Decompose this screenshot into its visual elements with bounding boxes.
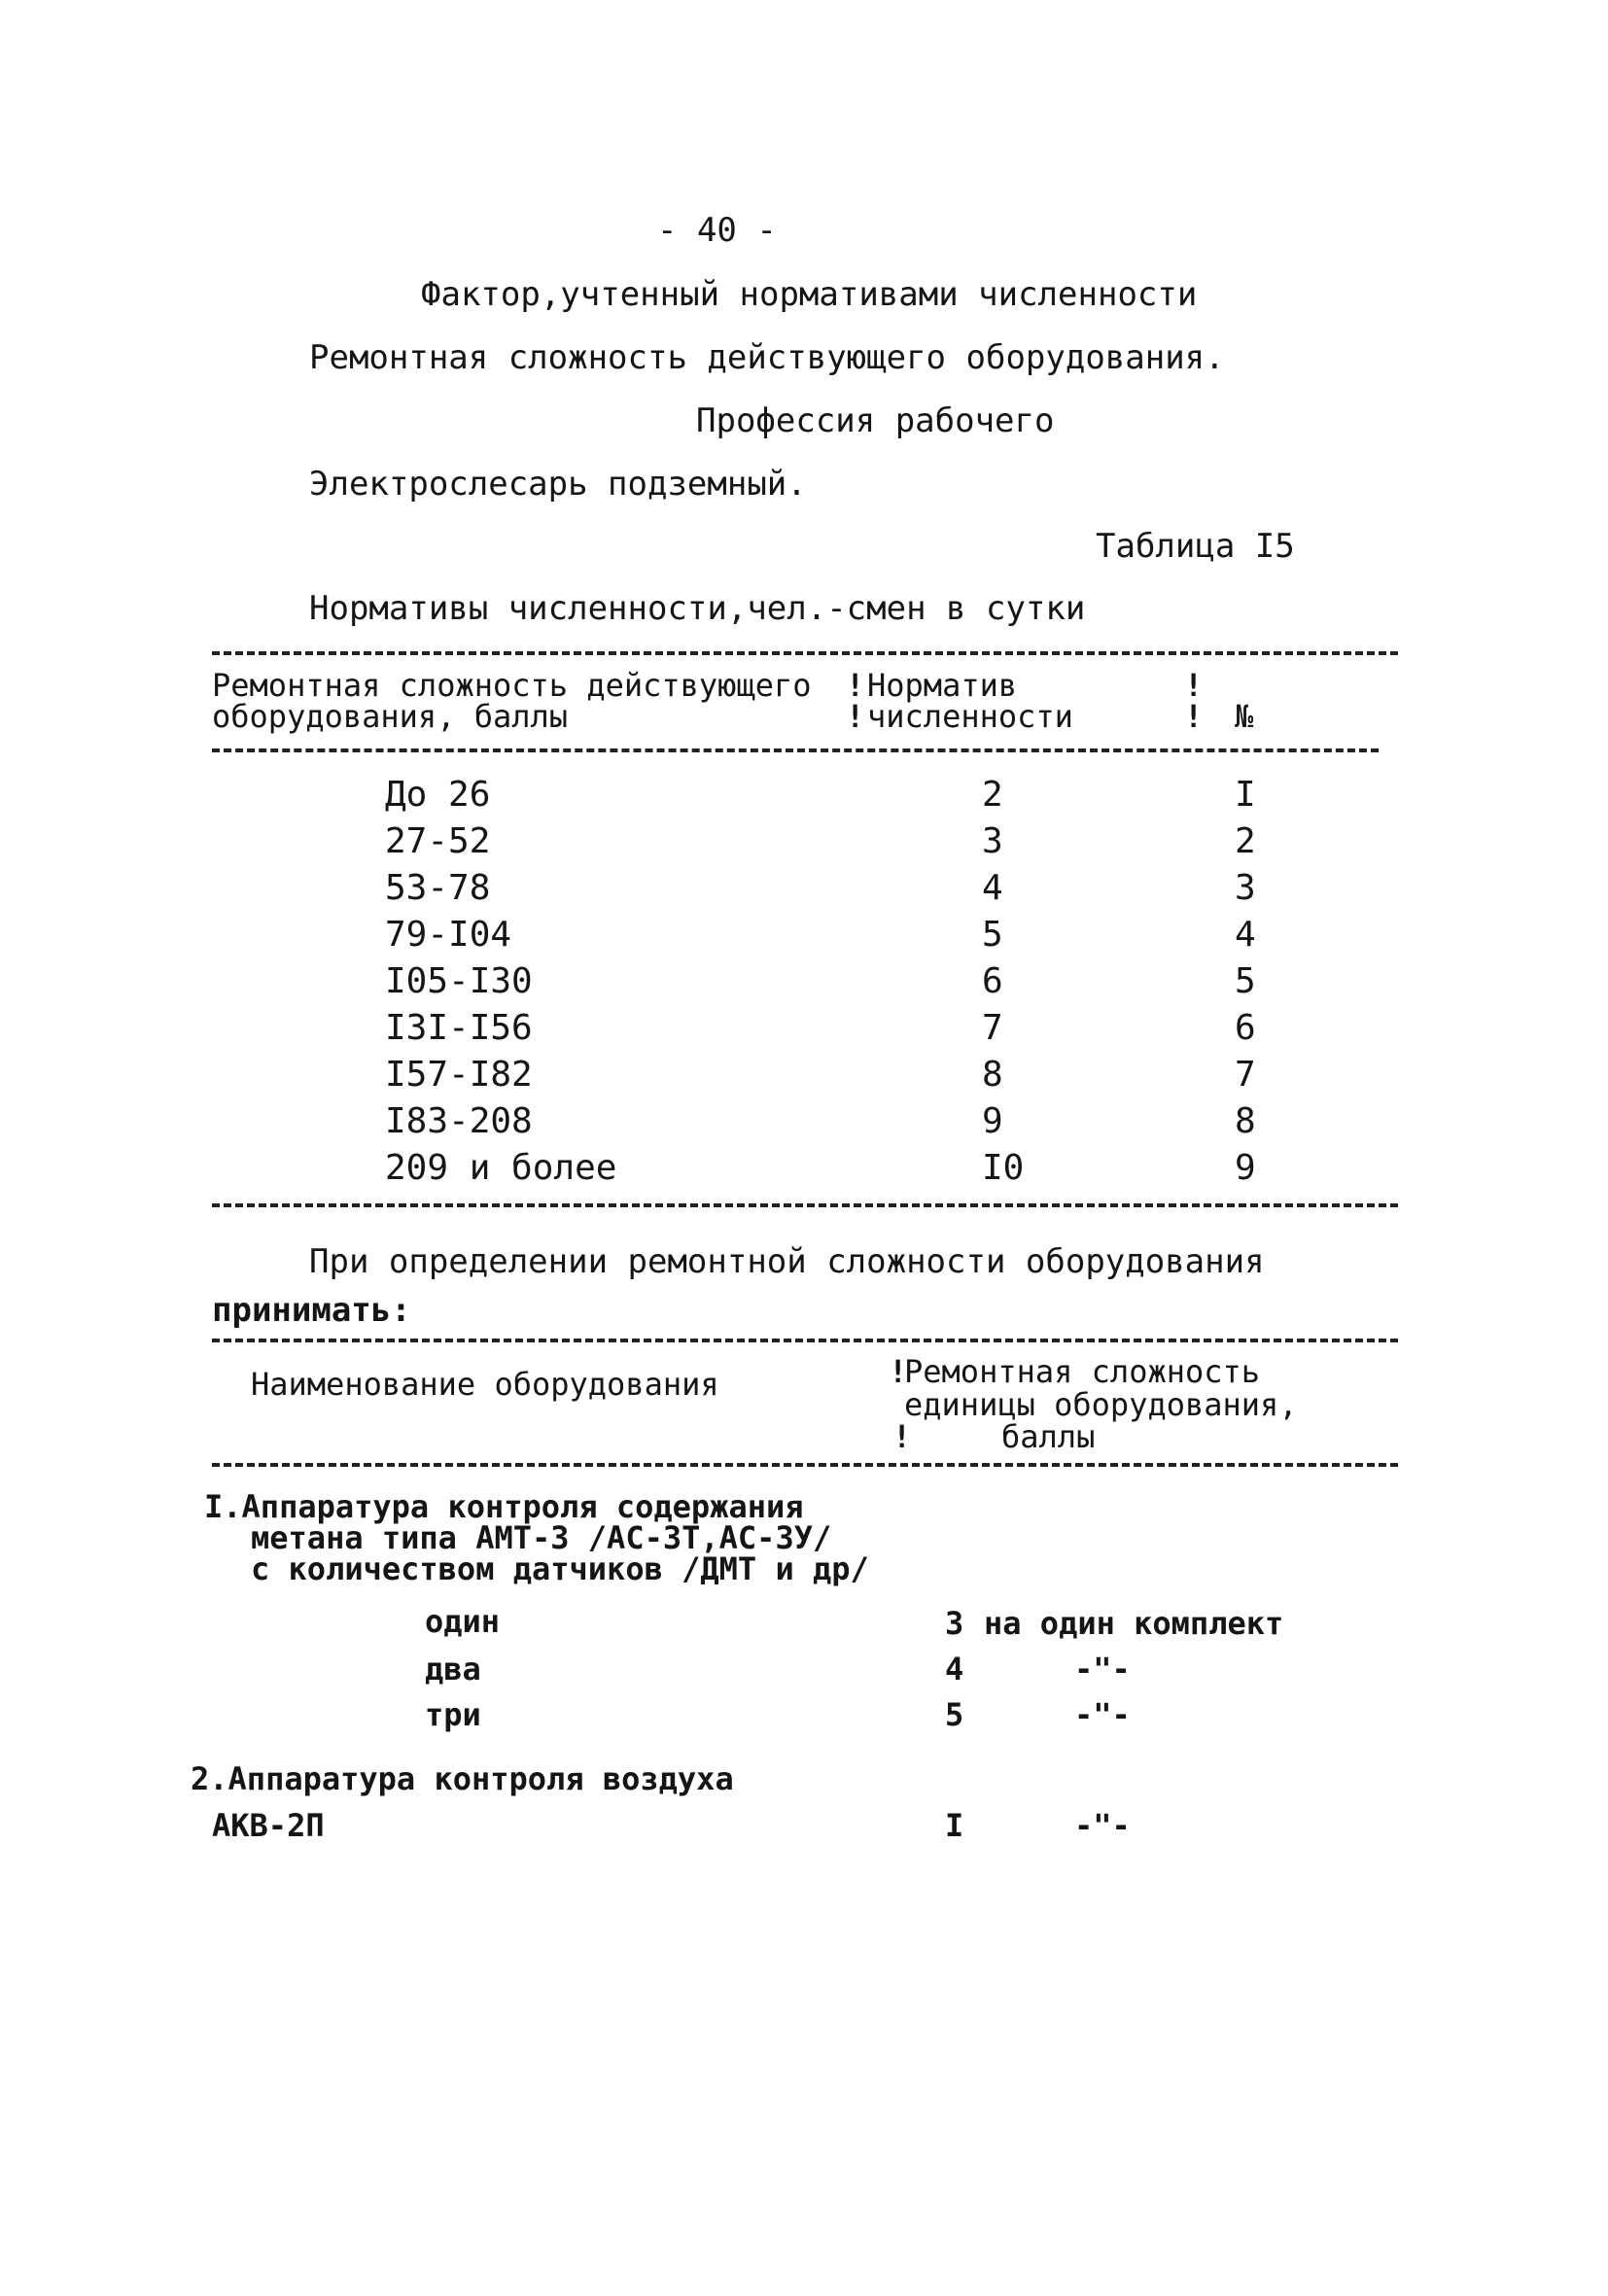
number-cell: 9: [1235, 1148, 1256, 1188]
profession-value: Электрослесарь подземный.: [309, 465, 807, 504]
norm-cell: 5: [982, 915, 1003, 955]
item-title-line2: АКВ-2П: [212, 1807, 325, 1844]
complexity-value: I: [945, 1807, 964, 1844]
note-line1: При определении ремонтной сложности оборудования: [309, 1242, 1265, 1281]
number-cell: 4: [1235, 915, 1256, 955]
item-title-line2: метана типа АМТ-3 /АС-3Т,АС-3У/: [251, 1519, 832, 1556]
norm-cell: 6: [982, 961, 1003, 1001]
col-header-number: №: [1235, 698, 1254, 735]
header-rule: [212, 748, 1379, 752]
range-cell: 27-52: [385, 821, 491, 861]
factor-heading: Фактор,учтенный нормативами численности: [421, 275, 1198, 314]
range-cell: 53-78: [385, 868, 491, 908]
sensor-count-label: два: [425, 1651, 481, 1687]
item-title-line3: с количеством датчиков /ДМТ и др/: [251, 1550, 869, 1587]
col-header-complexity-line1: Ремонтная сложность: [904, 1353, 1261, 1390]
col-header-norm-line2: численности: [867, 698, 1073, 735]
number-cell: 7: [1235, 1055, 1256, 1095]
col-header-complexity-line1: Ремонтная сложность действующего: [212, 667, 812, 704]
header-rule: [212, 1463, 1398, 1467]
col-separator: !: [1184, 698, 1204, 735]
sensor-count-label: три: [425, 1696, 481, 1733]
profession-label: Профессия рабочего: [696, 401, 1055, 440]
col-separator: !: [846, 667, 865, 704]
ditto-mark: -"-: [1074, 1696, 1131, 1733]
page-number: - 40 -: [657, 211, 777, 250]
range-cell: 209 и более: [385, 1148, 617, 1188]
complexity-value: 3: [945, 1605, 964, 1642]
norm-cell: 4: [982, 868, 1003, 908]
ditto-mark: -"-: [1074, 1651, 1131, 1687]
col-header-complexity-line3: баллы: [1001, 1418, 1096, 1455]
range-cell: До 26: [385, 775, 491, 815]
col-header-complexity-line2: единицы оборудования,: [904, 1386, 1298, 1423]
norms-title: Нормативы численности,чел.-смен в сутки: [309, 589, 1086, 628]
col-header-complexity-line2: оборудования, баллы: [212, 698, 569, 735]
col-separator: !: [889, 1353, 908, 1390]
norm-cell: 8: [982, 1055, 1003, 1095]
range-cell: I05-I30: [385, 961, 533, 1001]
number-cell: 5: [1235, 961, 1256, 1001]
norm-cell: 7: [982, 1008, 1003, 1048]
range-cell: I83-208: [385, 1101, 533, 1141]
col-separator: !: [846, 698, 865, 735]
table-number: Таблица I5: [1096, 527, 1295, 566]
number-cell: 6: [1235, 1008, 1256, 1048]
col-separator: !: [892, 1418, 912, 1455]
norm-cell: 9: [982, 1101, 1003, 1141]
table-top-rule: [212, 651, 1398, 655]
repair-complexity-heading: Ремонтная сложность действующего оборудования.: [309, 338, 1225, 377]
norm-cell: I0: [982, 1148, 1025, 1188]
table-bottom-rule: [212, 1203, 1398, 1207]
complexity-value: 5: [945, 1696, 964, 1733]
item-title-line1: I.Аппаратура контроля содержания: [204, 1488, 804, 1525]
range-cell: I3I-I56: [385, 1008, 533, 1048]
range-cell: I57-I82: [385, 1055, 533, 1095]
norm-cell: 2: [982, 775, 1003, 815]
complexity-unit: на один комплект: [984, 1605, 1284, 1642]
col-header-equipment-name: Наименование оборудования: [251, 1366, 719, 1403]
ditto-mark: -"-: [1074, 1807, 1131, 1844]
complexity-value: 4: [945, 1651, 964, 1687]
col-separator: !: [1184, 667, 1204, 704]
number-cell: I: [1235, 775, 1256, 815]
col-header-norm-line1: Норматив: [867, 667, 1018, 704]
note-line2: принимать:: [212, 1291, 411, 1330]
number-cell: 2: [1235, 821, 1256, 861]
norm-cell: 3: [982, 821, 1003, 861]
table-top-rule: [212, 1339, 1398, 1342]
range-cell: 79-I04: [385, 915, 512, 955]
number-cell: 3: [1235, 868, 1256, 908]
sensor-count-label: один: [425, 1603, 501, 1640]
item-title-line1: 2.Аппаратура контроля воздуха: [191, 1760, 734, 1797]
number-cell: 8: [1235, 1101, 1256, 1141]
